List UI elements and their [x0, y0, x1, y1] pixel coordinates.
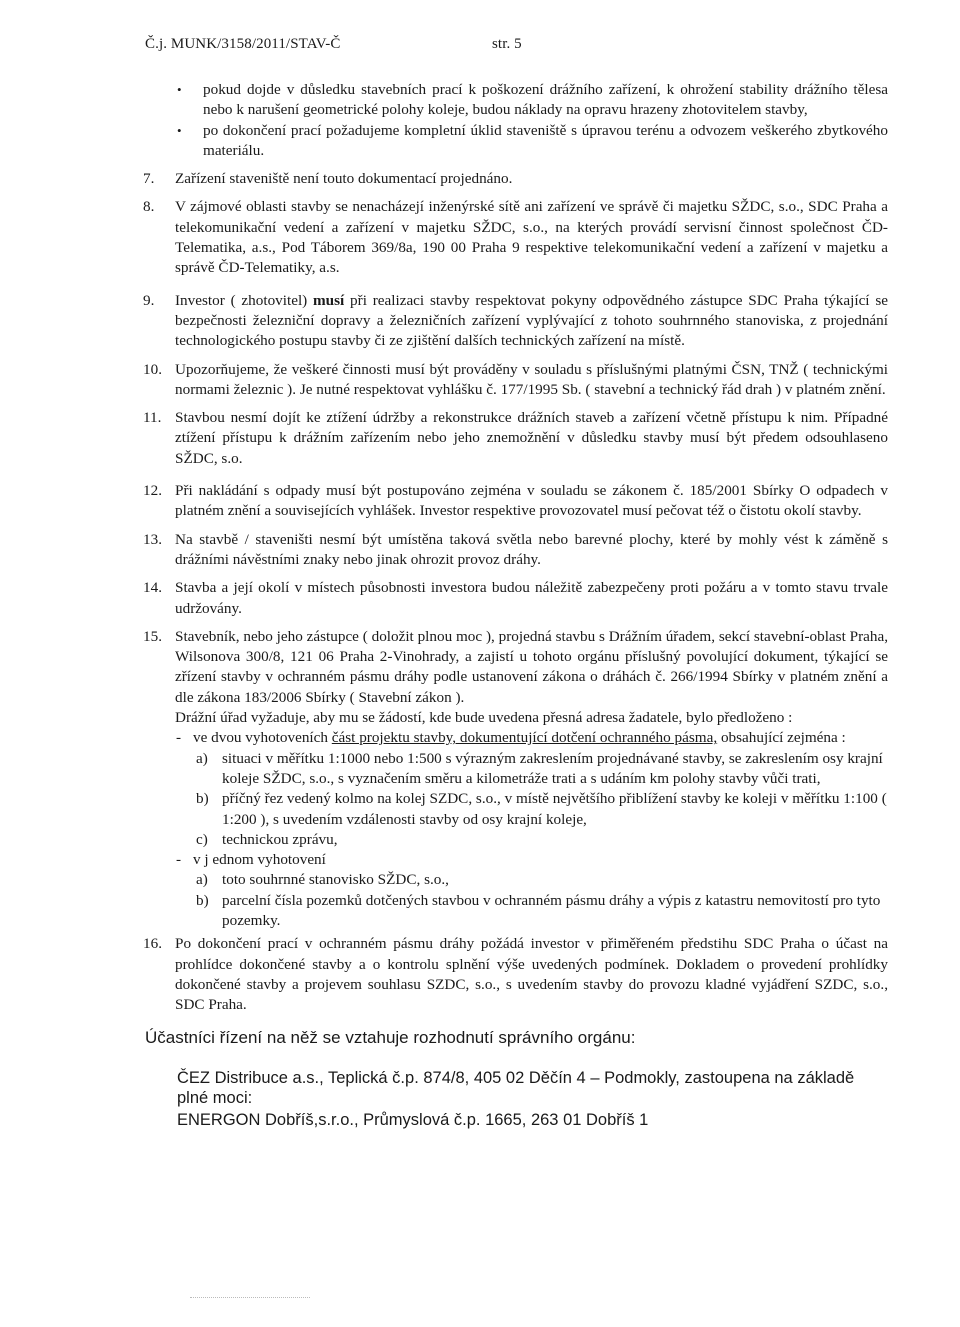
numbered-item-16 [0, 934, 960, 1015]
sub-item [0, 749, 960, 790]
item-text: Zařízení staveniště není touto dokumentací projednáno. [175, 170, 513, 188]
sub-item-letter: a) [196, 871, 208, 889]
item-number: 7. [143, 170, 155, 188]
item-15-intro: Drážní úřad vyžaduje, aby mu se žádostí, kde bude uvedena přesná adresa žadatele, bylo předloženo : [175, 709, 793, 727]
item-number: 13. [143, 530, 162, 548]
sub-item-letter: c) [196, 830, 208, 848]
item-number: 8. [143, 198, 155, 216]
item-text: Při nakládání s odpady musí být postupováno zejména v souladu se zákonem č. 185/2001 Sbírky O odpadech v platném znění a souvisejících vyhlášek. Investor respektive provozovatel musí pečovat též o čistotu okolí stavby. [175, 482, 888, 520]
dash-marker: - [176, 729, 182, 747]
document-body [0, 80, 960, 1015]
item-number: 15. [143, 627, 162, 645]
participant-entry: ČEZ Distribuce a.s., Teplická č.p. 874/8, 405 02 Děčín 4 – Podmokly, zastoupena na základě plné moci: [177, 1069, 855, 1107]
item-number: 11. [143, 409, 162, 427]
item-number: 16. [143, 935, 162, 953]
reference-number: Č.j. MUNK/3158/2011/STAV-Č [145, 36, 341, 52]
sub-item-text: příčný řez vedený kolmo na kolej SZDC, s.o., v místě největšího přiblížení stavby ke koleji v měřítku 1:100 ( 1:200 ), s uvedením vzdálenosti stavby od osy krajní koleje, [222, 790, 887, 828]
emphasis-text: musí [313, 291, 345, 309]
scan-artifact [190, 1297, 310, 1300]
sub-item-text: situaci v měřítku 1:1000 nebo 1:500 s výrazným zakreslením projednávané stavby, se zakreslením osy krajní koleje SŽDC, s.o., s vyznačením směru a kilometráže trati a s udáním km polohy stavby vůči trati, [222, 749, 883, 787]
participants-list [177, 1068, 887, 1132]
numbered-item-13 [0, 530, 960, 571]
sub-item-letter: a) [196, 749, 208, 767]
item-number: 12. [143, 482, 162, 500]
numbered-item-15 [0, 627, 960, 708]
sub-item-letter: b) [196, 790, 209, 808]
item-text: Investor ( zhotovitel) musí při realizaci stavby respektovat pokyny odpovědného zástupce SDC Praha týkající se bezpečnosti železniční dopravy a železničních zařízení vyplývající z tohoto souhrnného stanoviska, z projednání technologického postupu stavby či ze zjištění dalších technických zařízení na místě. [175, 291, 888, 350]
item-text: Upozorňujeme, že veškeré činnosti musí být prováděny v souladu s příslušnými platnými ČSN, TNŽ ( technickými normami železnic ). Je nutné respektovat vyhlášku č. 177/1995 Sb. ( stavební a technický řád drah ) v platném znění. [175, 360, 888, 398]
bullet-marker: • [177, 82, 182, 97]
page-header [145, 36, 522, 53]
numbered-item-11 [0, 408, 960, 469]
sub-item-text: parcelní čísla pozemků dotčených stavbou v ochranném pásmu dráhy a výpis z katastru nemovitostí pro tyto pozemky. [222, 891, 881, 929]
numbered-item-14 [0, 578, 960, 619]
bullet-item [0, 121, 960, 162]
item-number: 14. [143, 579, 162, 597]
item-number: 9. [143, 291, 155, 309]
bullet-marker: • [177, 122, 182, 138]
dash-item: - ve dvou vyhotoveních část projektu stavby, dokumentující dotčení ochranného pásma, obsahující zejména : [0, 728, 960, 748]
page-number: str. 5 [492, 36, 522, 52]
sub-item [0, 891, 960, 932]
item-text: V zájmové oblasti stavby se nenacházejí inženýrské sítě ani zařízení ve správě či majetku SŽDC, s.o., SDC Praha a telekomunikační vedení a zařízení v majetku SŽDC, s.o., na kterých provádí servisní činnost společnost ČD-Telematika, a.s., Pod Táborem 369/8a, 190 00 Praha 9 respektive telekomunikační vedení a zařízení v majetku a správě ČD-Telematiky, a.s. [175, 198, 888, 277]
item-text: Stavba a její okolí v místech působnosti investora budou náležitě zabezpečeny proti požáru a v tomto stavu trvale udržovány. [175, 579, 888, 617]
numbered-item-10 [0, 360, 960, 401]
item-number: 10. [143, 360, 162, 378]
bullet-text: pokud dojde v důsledku stavebních prací k poškození drážního zařízení, k ohrožení stability drážního tělesa nebo k narušení geometrické polohy koleje, budou náklady na opravu hrazeny zhotovitelem stavby, [203, 81, 888, 119]
item-text: Na stavbě / staveništi nesmí být umístěna taková světla nebo barevné plochy, které by mohly vést k záměně s drážními návěstními znaky nebo jinak ohrozit provoz dráhy. [175, 530, 888, 568]
underlined-text: část projektu stavby, dokumentující dotčení ochranného pásma, [331, 729, 718, 747]
numbered-item-9 [0, 291, 960, 352]
sub-item [0, 870, 960, 890]
item-text: Stavbou nesmí dojít ke ztížení údržby a rekonstrukce drážních staveb a zařízení včetně přístupu k nim. Případné ztížení přístupu k drážním zařízením nebo jeho znemožnění v důsledku stavby musí být předem odsouhlaseno SŽDC, s.o. [175, 409, 888, 467]
bullet-item [0, 80, 960, 121]
numbered-item-12 [0, 481, 960, 522]
participant-entry: ENERGON Dobříš,s.r.o., Průmyslová č.p. 1665, 263 01 Dobříš 1 [177, 1111, 649, 1129]
sub-item-text: technickou zprávu, [222, 830, 338, 848]
sub-item-text: toto souhrnné stanovisko SŽDC, s.o., [222, 871, 449, 889]
numbered-item-7 [0, 169, 960, 189]
item-text: Stavebník, nebo jeho zástupce ( doložit plnou moc ), projedná stavbu s Drážním úřadem, sekcí stavební-oblast Praha, Wilsonova 300/8, 121 06 Praha 2-Vinohrady, a zajistí u tohoto orgánu příslušný povolující dokument, týkající se zřízení stavby v ochranném pásmu dráhy podle ustanovení zákona o dráhách č. 266/1994 Sbírky v platném znění a dle zákona 183/2006 Sbírky ( Stavební zákon ). [175, 627, 888, 706]
numbered-item-8 [0, 197, 960, 278]
participants-heading: Účastníci řízení na něž se vztahuje rozhodnutí správního orgánu: [145, 1028, 636, 1047]
sub-item-letter: b) [196, 891, 209, 909]
item-text: Po dokončení prací v ochranném pásmu dráhy požádá investor v přiměřeném předstihu SDC Praha o účast na prohlídce dokončené stavby a o kontrolu splnění výše uvedených podmínek. Dokladem o provedení prohlídky dokončené stavby a projevem souhlasu SZDC, s.o., s uvedením stavby do provozu kladné vyjádření SZDC, s.o., SDC Praha. [175, 935, 888, 1014]
sub-item [0, 830, 960, 850]
dash-marker: - [176, 851, 182, 869]
sub-item [0, 789, 960, 830]
bullet-text: po dokončení prací požadujeme kompletní úklid staveniště s úpravou terénu a odvozem veškerého zbytkového materiálu. [203, 121, 888, 159]
dash-item: - v j ednom vyhotovení [0, 850, 960, 870]
